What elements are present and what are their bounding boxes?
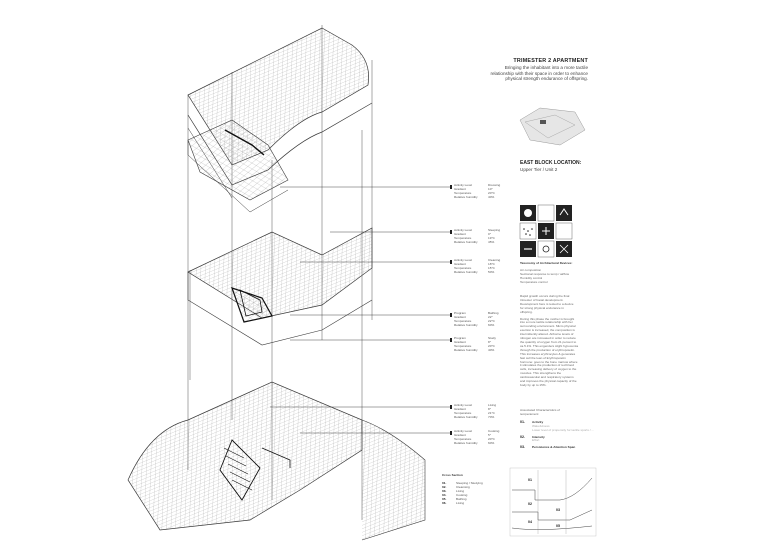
annotation-key: Relative humidity xyxy=(454,440,478,445)
annotation-value: 20°C xyxy=(488,190,495,195)
level-3 xyxy=(128,382,425,540)
item-number: 02. xyxy=(520,434,525,439)
annotation-key: Temperature xyxy=(454,410,472,415)
annotation-key: Activity Level xyxy=(454,183,473,187)
annotation-key: Temperature xyxy=(454,190,472,195)
annotation-dressing xyxy=(454,184,508,200)
body-text xyxy=(520,295,600,388)
project-title: TRIMESTER 2 APARTMENT xyxy=(513,58,588,64)
item-sub: Lower level of propensity for tactile sports / ... xyxy=(532,427,595,432)
annotation-value: 22°C xyxy=(488,318,495,323)
annotation-key: Temperature xyxy=(454,265,472,270)
cross-section-title: Cross Section xyxy=(442,473,463,477)
annotation-key: Temperature xyxy=(454,343,472,348)
leader-dots xyxy=(450,185,452,435)
text-line: the quantity of oxygen from 21 percent to xyxy=(520,339,577,344)
legend-number: 04. xyxy=(442,492,447,497)
text-line: fast cell the lean of Erythropoietin xyxy=(520,355,566,360)
annotation-value: 70% xyxy=(488,414,495,419)
annotation-key: Activity Level xyxy=(454,228,473,232)
text-line: body by up to 15%. xyxy=(520,382,547,387)
text-line: During this phase the mother is brought xyxy=(520,316,575,321)
annotation-key: Relative humidity xyxy=(454,194,478,199)
annotation-key: Gradient xyxy=(454,432,466,437)
item-sub: Wakefulness xyxy=(532,423,550,428)
annotation-key: Activity Level xyxy=(454,403,473,407)
annotation-key: Program xyxy=(454,336,466,340)
annotation-key: Temperature xyxy=(454,235,472,240)
annotation-value: 50% xyxy=(488,269,495,274)
annotation-key: Gradient xyxy=(454,231,466,236)
text-line: surrounding environment. Micro physical xyxy=(520,324,576,329)
text-line: ca.5.1%. This engenders slight hypoxemia xyxy=(520,343,579,348)
annotation-value: 40% xyxy=(488,347,495,352)
associated-characteristics xyxy=(520,409,606,450)
item-label: Persistence & Attention Span xyxy=(532,445,576,450)
legend-label: Cooking xyxy=(456,492,468,497)
project-subtitle xyxy=(470,65,588,82)
annotation-value: 8° xyxy=(488,339,491,344)
annotation-key: Gradient xyxy=(454,339,466,344)
text-line: and improves the physical capacity of the xyxy=(520,379,577,384)
annotation-value: 22° xyxy=(488,314,493,319)
location-diagram xyxy=(520,108,585,145)
item-number: 03. xyxy=(520,445,525,450)
subtitle-line: physical strength endurance of offspring. xyxy=(505,76,588,82)
text-line: offspring. xyxy=(520,309,533,314)
section-label: 05 xyxy=(556,524,560,528)
item-number: 01. xyxy=(520,419,525,424)
annotation-key: Gradient xyxy=(454,261,466,266)
annotation-value: 40% xyxy=(488,194,495,199)
text-line: Rapid growth occurs during the final xyxy=(520,294,570,298)
annotation-key: Relative humidity xyxy=(454,239,478,244)
legend-label: Living xyxy=(456,500,465,505)
taxonomy-title: Taxonomy of Architectural Devices: xyxy=(520,261,573,265)
annotation-key: Program xyxy=(454,311,466,315)
text-line: through the production of erythropoietin. xyxy=(520,347,575,352)
annotation-value: 10° xyxy=(488,186,493,191)
text-line: intermittently altered. Airborne levels of xyxy=(520,332,574,337)
legend-number: 02. xyxy=(442,484,447,489)
text-line: for strong physical endurance in xyxy=(520,305,564,310)
annotation-value: 18°C xyxy=(488,261,495,266)
annotation-key: Activity Level xyxy=(454,258,473,262)
taxonomy-line: Humidity control xyxy=(520,275,543,280)
legend-row xyxy=(442,501,483,505)
annotation-key: Relative humidity xyxy=(454,347,478,352)
legend-label: Living xyxy=(456,488,465,493)
location-value: Upper Tier / Unit 2 xyxy=(520,167,558,172)
annotation-value: 19°C xyxy=(488,235,495,240)
taxonomy-line: Temperature control xyxy=(520,279,548,284)
annotation-study xyxy=(454,337,508,353)
annotation-value: 0° xyxy=(488,231,491,236)
annotation-key: Gradient xyxy=(454,186,466,191)
annotation-key: Relative humidity xyxy=(454,269,478,274)
annotation-value: Dressing xyxy=(488,183,501,187)
annotation-value: 45% xyxy=(488,239,495,244)
annotation-key: Gradient xyxy=(454,314,466,319)
annotation-key: Temperature xyxy=(454,436,472,441)
legend-number: 05. xyxy=(442,496,447,501)
annotation-value: 15°C xyxy=(488,265,495,270)
annotation-value: Sleeping xyxy=(488,228,501,232)
associated-title: Associated Characteristics of xyxy=(520,408,560,412)
annotation-cooking xyxy=(454,430,508,446)
annotation-value: 5° xyxy=(488,432,491,437)
annotation-value: 60% xyxy=(488,322,495,327)
legend-label: Sleeping / Studying xyxy=(456,480,483,485)
legend-number: 01. xyxy=(442,480,447,485)
item-sub: Effort xyxy=(532,438,540,443)
legend-number: 06. xyxy=(442,500,447,505)
text-line: muscles. This strengthens the xyxy=(520,371,562,376)
item-label: Activity xyxy=(532,419,544,424)
annotation-cleaning xyxy=(454,259,508,275)
section-label: 03 xyxy=(556,508,560,512)
annotation-value: 20°C xyxy=(488,436,495,441)
legend-label: Cleansing xyxy=(456,484,470,489)
annotation-value: Cooking xyxy=(488,429,500,433)
cross-section-legend xyxy=(442,474,483,505)
annotation-key: Gradient xyxy=(454,406,466,411)
section-label: 04 xyxy=(528,520,532,524)
section-label: 01 xyxy=(528,478,532,482)
text-line: trimester of foetal development. xyxy=(520,297,564,302)
text-line: cells, increasing delivery of oxygen to the xyxy=(520,367,577,372)
taxonomy-icons xyxy=(520,205,572,257)
text-line: it stimulates the production of red blood xyxy=(520,363,575,368)
text-line: Development here is tested to a device xyxy=(520,301,574,306)
annotation-key: Temperature xyxy=(454,318,472,323)
annotation-value: Living xyxy=(488,403,497,407)
taxonomy-block xyxy=(520,262,600,285)
annotation-key: Relative humidity xyxy=(454,322,478,327)
annotation-value: 8° xyxy=(488,406,491,411)
annotation-value: Cleaning xyxy=(488,258,501,262)
annotation-value: 20°C xyxy=(488,343,495,348)
text-line: nitrogen are increased in order to reduce xyxy=(520,336,576,341)
annotation-value: 21°C xyxy=(488,410,495,415)
location-title: EAST BLOCK LOCATION: xyxy=(520,160,582,166)
section-label: 02 xyxy=(528,502,532,506)
subtitle-line: relationship with their space in order to enhance xyxy=(490,70,588,76)
annotation-living xyxy=(454,404,508,420)
legend-label: Bathing xyxy=(456,496,467,501)
text-line: This increases erythrocytes & generates xyxy=(520,351,576,356)
text-line: hormone: goes to the bone marrow where xyxy=(520,359,578,364)
subtitle-line: Bringing the inhabitant into a more tactile xyxy=(504,65,588,70)
legend-number: 03. xyxy=(442,488,447,493)
level-2 xyxy=(188,228,372,345)
annotation-value: Study xyxy=(488,336,496,340)
annotation-bathing xyxy=(454,312,508,328)
annotation-key: Activity Level xyxy=(454,429,473,433)
taxonomy-line: Air composition xyxy=(520,267,542,272)
associated-title: temperament: xyxy=(520,411,540,416)
annotation-sleeping xyxy=(454,229,508,245)
item-label: Intensity xyxy=(532,434,545,439)
text-line: cardiovascular and respiratory systems xyxy=(520,375,574,380)
text-line: exertion is increased, the composition is xyxy=(520,328,575,333)
annotation-value: Bathing xyxy=(488,311,499,315)
taxonomy-line: Sectional response to temp / airflow xyxy=(520,271,570,276)
cross-section-diagram xyxy=(510,468,596,536)
text-line: into a more tactile relationship with her xyxy=(520,320,573,325)
annotation-value: 60% xyxy=(488,440,495,445)
annotation-key: Relative humidity xyxy=(454,414,478,419)
